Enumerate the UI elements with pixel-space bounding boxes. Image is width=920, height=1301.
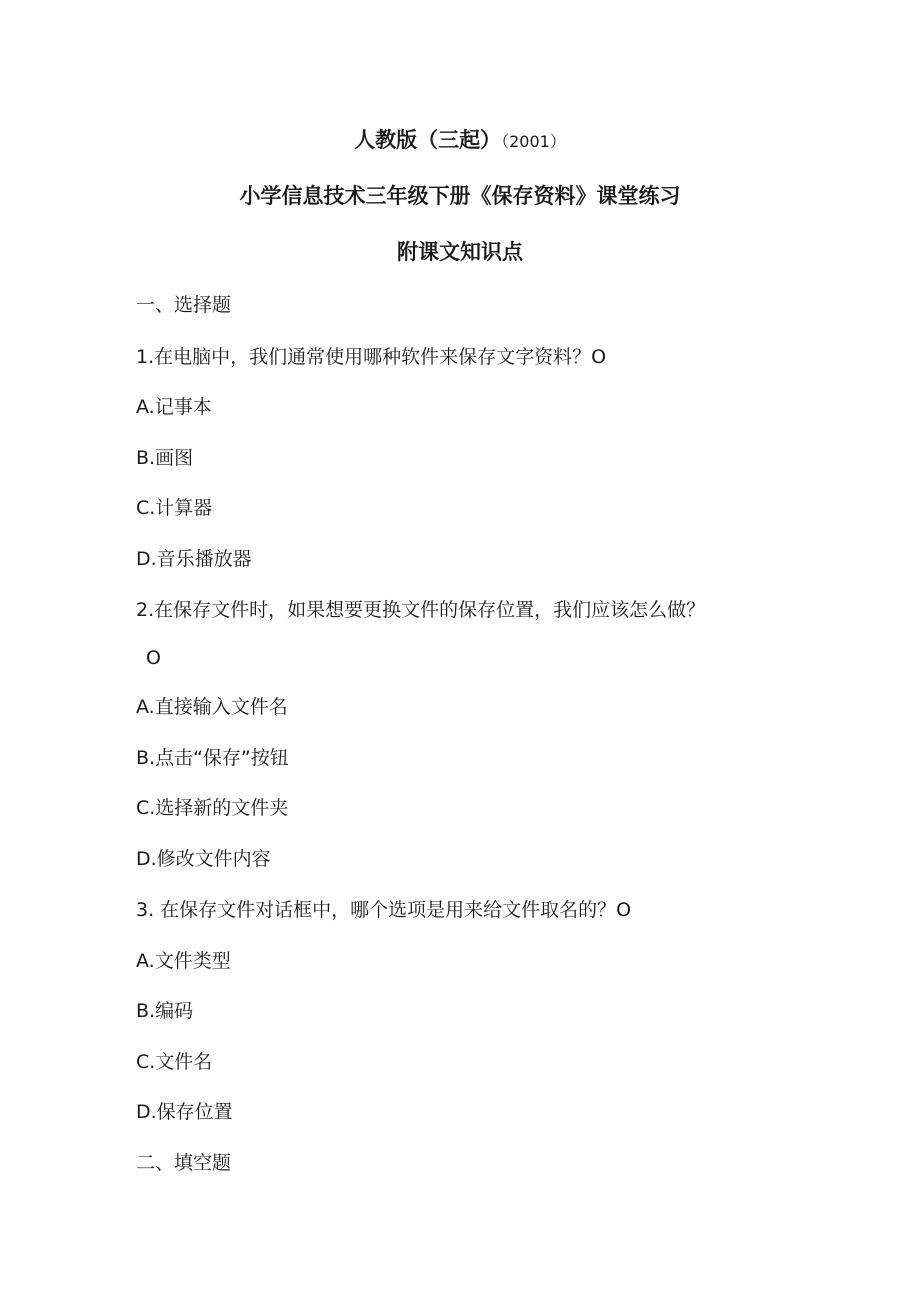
question-1-option-d: D.音乐播放器 bbox=[136, 548, 252, 570]
section-heading-fill: 二、填空题 bbox=[136, 1152, 232, 1174]
question-3-option-a: A.文件类型 bbox=[136, 950, 231, 972]
question-1-option-b: B.画图 bbox=[136, 447, 194, 469]
question-3-option-b: B.编码 bbox=[136, 1000, 194, 1022]
document-subtitle: 小学信息技术三年级下册《保存资料》课堂练习 bbox=[239, 184, 681, 208]
question-3-stem: 3. 在保存文件对话框中，哪个选项是用来给文件取名的？O bbox=[136, 899, 632, 921]
question-2-stem: 2.在保存文件时，如果想要更换文件的保存位置，我们应该怎么做？ bbox=[136, 599, 706, 621]
question-2-stem-cont: O bbox=[146, 647, 161, 669]
question-2-option-d: D.修改文件内容 bbox=[136, 848, 271, 870]
question-2-option-b: B.点击“保存”按钮 bbox=[136, 747, 289, 769]
document-title bbox=[0, 126, 920, 156]
question-2-option-c: C.选择新的文件夹 bbox=[136, 797, 289, 819]
question-2-option-a: A.直接输入文件名 bbox=[136, 696, 288, 718]
question-1-option-c: C.计算器 bbox=[136, 497, 213, 519]
question-1-stem: 1.在电脑中，我们通常使用哪种软件来保存文字资料？O bbox=[136, 346, 607, 368]
section-heading-choice: 一、选择题 bbox=[136, 294, 232, 316]
question-1-option-a: A.记事本 bbox=[136, 396, 212, 418]
document-subtitle-2: 附课文知识点 bbox=[397, 240, 523, 264]
question-3-option-c: C.文件名 bbox=[136, 1051, 213, 1073]
title-main: 人教版（三起） bbox=[354, 128, 502, 152]
question-3-option-d: D.保存位置 bbox=[136, 1101, 233, 1123]
title-year: （2001） bbox=[501, 132, 566, 151]
